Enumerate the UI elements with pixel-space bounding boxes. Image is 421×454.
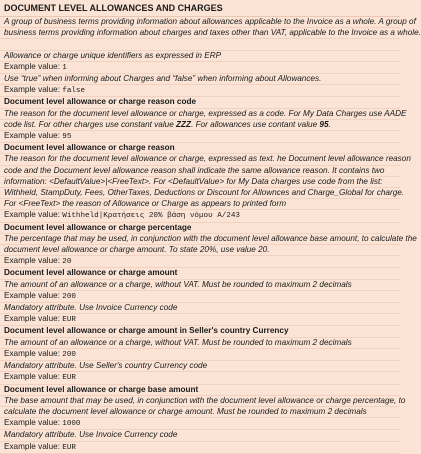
example-row xyxy=(0,62,400,74)
intro-line: A group of business terms providing information about allowances applicable to the Invoice as a whole. A group of xyxy=(0,17,400,28)
field-description: document level allowance or charge amount. To state 20%, use value 20. xyxy=(0,245,400,256)
example-label: Example value: xyxy=(4,372,63,382)
field-description: Withheld, StampDuty, Fees, OtherTaxes, Deductions or Discount for Allownces and Charge_Global for charge. xyxy=(0,188,400,199)
field-description: The reason for the document level allowance or charge, expressed as text. he Document level allowance reason xyxy=(0,154,400,165)
example-value: 95 xyxy=(62,133,72,142)
example-label: Example value: xyxy=(4,61,63,71)
description-text: code list. For other charges use constant value xyxy=(4,119,174,129)
example-value: EUR xyxy=(62,443,76,452)
constant-value: ZZZ xyxy=(176,119,192,129)
example-row xyxy=(0,210,400,222)
example-label: Example value: xyxy=(4,131,63,141)
example-value: Withheld|Κρατήσεις 20% βάση νόμου A/243 xyxy=(62,212,240,221)
example-label: Example value: xyxy=(4,418,63,428)
example-value: 1000 xyxy=(62,420,81,429)
field-description: Use “true” when informing about Charges and “false” when informing about Allowances. xyxy=(0,74,400,85)
example-row xyxy=(0,314,400,326)
field-description: The amount of an allowance or a charge, without VAT. Must be rounded to maximum 2 decimals xyxy=(0,338,400,349)
example-label: Example value: xyxy=(4,348,63,358)
example-value: false xyxy=(62,87,86,96)
example-label: Example value: xyxy=(4,210,63,220)
field-description: information: <DefaultValue>|<FreeText>. For <DefaultValue> for My Data charges use code from the list: xyxy=(0,177,400,188)
example-row xyxy=(0,372,400,384)
spacer-row xyxy=(0,39,400,50)
section-title: DOCUMENT LEVEL ALLOWANCES AND CHARGES xyxy=(0,0,400,17)
example-value: 200 xyxy=(62,350,76,359)
example-row xyxy=(0,442,400,454)
example-label: Example value: xyxy=(4,85,63,95)
field-description: For <FreeText> the reason of Allowance or Charge as appears to printed form xyxy=(0,199,400,210)
currency-note: Mandatory attribute. Use Seller's country Currency code xyxy=(0,361,400,372)
currency-note: Mandatory attribute. Use Invoice Currency code xyxy=(0,303,400,314)
example-value: EUR xyxy=(62,374,76,383)
field-description: The base amount that may be used, in conjunction with the document level allowance or charge percentage, to xyxy=(0,396,400,407)
example-row xyxy=(0,131,400,143)
field-name: Document level allowance or charge amount in Seller's country Currency xyxy=(0,326,400,337)
field-name: Document level allowance or charge amount xyxy=(0,268,400,279)
example-value: EUR xyxy=(62,316,76,325)
field-description: The percentage that may be used, in conjunction with the document level allowance base amount, to calculate the xyxy=(0,234,400,245)
example-label: Example value: xyxy=(4,290,63,300)
example-value: 20 xyxy=(62,258,72,267)
description-text: . For allowances use contant value xyxy=(191,119,318,129)
field-description: The reason for the document level allowance or charge, expressed as a code. For My Data Charges use AADE xyxy=(0,109,400,120)
field-name: Document level allowance or charge reason xyxy=(0,143,400,154)
example-value: 200 xyxy=(62,292,76,301)
currency-note: Mandatory attribute. Use Invoice Currency code xyxy=(0,430,400,441)
field-description: code list. For other charges use constant value ZZZ. For allowances use contant value 95. xyxy=(0,120,400,131)
example-row xyxy=(0,85,400,97)
field-name: Document level allowance or charge base amount xyxy=(0,385,400,396)
example-row xyxy=(0,349,400,361)
field-description: calculate the document level allowance or charge amount. Must be rounded to maximum 2 decimals xyxy=(0,407,400,418)
field-description: The amount of an allowance or a charge, without VAT. Must be rounded to maximum 2 decimals xyxy=(0,280,400,291)
field-description: Allowance or charge unique identifiers as expressed in ERP xyxy=(0,51,400,62)
example-value: 1 xyxy=(62,63,67,72)
example-row xyxy=(0,418,400,430)
intro-line: business terms providing information about charges and taxes other than VAT, applicable to the Invoice as a whole. xyxy=(0,28,400,39)
field-name: Document level allowance or charge percentage xyxy=(0,223,400,234)
example-label: Example value: xyxy=(4,256,63,266)
example-row xyxy=(0,256,400,268)
example-label: Example value: xyxy=(4,314,63,324)
field-description: code and the Document level allowance reason shall indicate the same allowance reason. It contains two xyxy=(0,166,400,177)
example-row xyxy=(0,291,400,303)
example-label: Example value: xyxy=(4,441,63,451)
field-name: Document level allowance or charge reason code xyxy=(0,97,400,108)
constant-value: 95 xyxy=(319,119,329,129)
